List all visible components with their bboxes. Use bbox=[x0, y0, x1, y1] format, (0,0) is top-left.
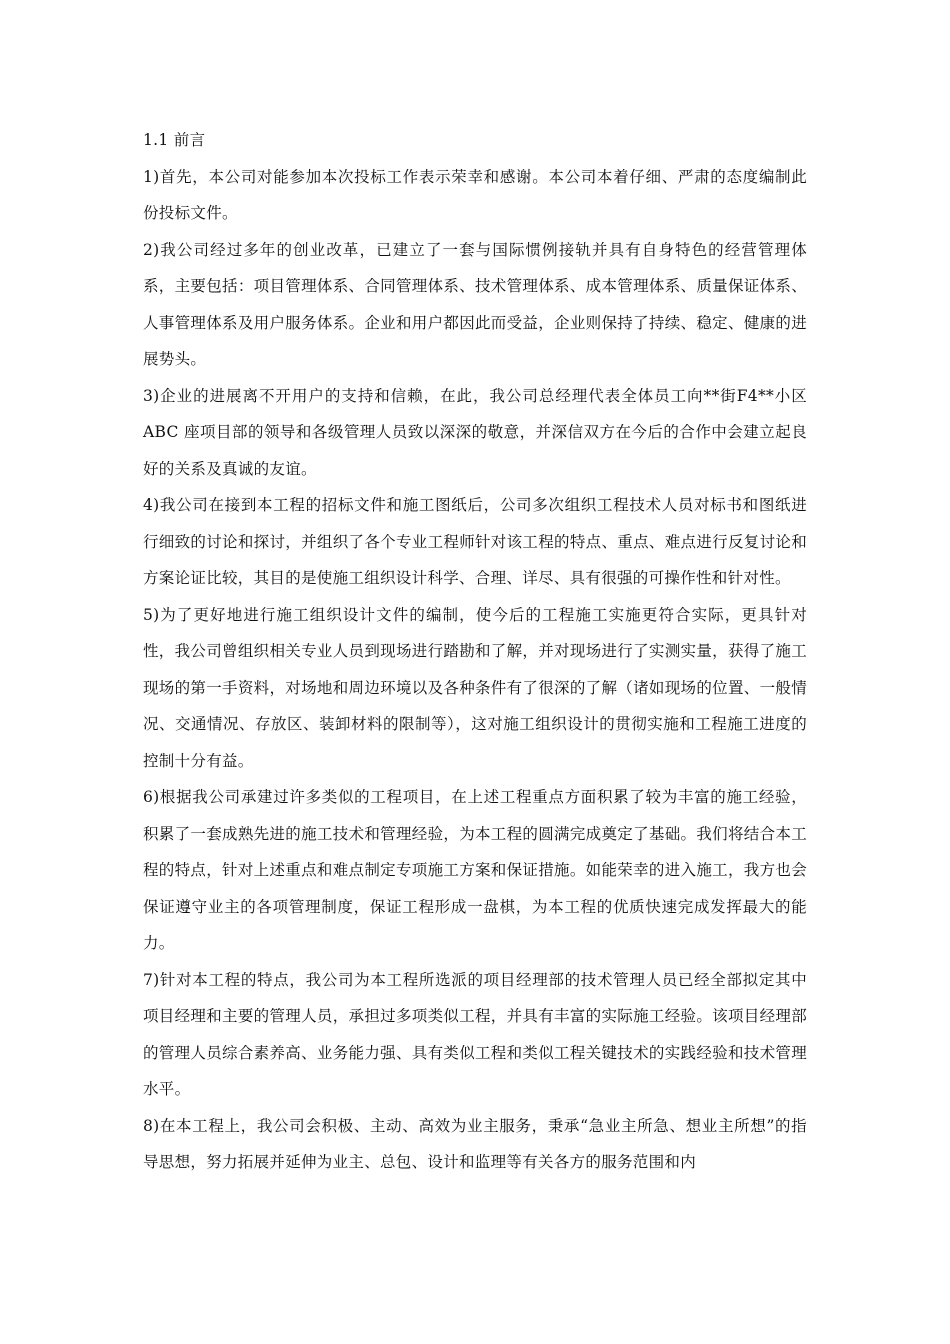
paragraph-7: 7)针对本工程的特点，我公司为本工程所选派的项目经理部的技术管理人员已经全部拟定其中项目经理和主要的管理人员，承担过多项类似工程，并具有丰富的实际施工经验。该项目经理部的管理人员综合素养高、业务能力强、具有类似工程和类似工程关键技术的实践经验和技术管理水平。 bbox=[143, 970, 807, 1098]
document-page bbox=[143, 122, 807, 1181]
paragraph-5: 5)为了更好地进行施工组织设计文件的编制，使今后的工程施工实施更符合实际，更具针对性，我公司曾组织相关专业人员到现场进行踏勘和了解，并对现场进行了实测实量，获得了施工现场的第一手资料，对场地和周边环境以及各种条件有了很深的了解（诸如现场的位置、一般情况、交通情况、存放区、装卸材料的限制等），这对施工组织设计的贯彻实施和工程施工进度的控制十分有益。 bbox=[143, 605, 807, 770]
paragraph-1: 1)首先，本公司对能参加本次投标工作表示荣幸和感谢。本公司本着仔细、严肃的态度编制此份投标文件。 bbox=[143, 167, 807, 222]
paragraph-8: 8)在本工程上，我公司会积极、主动、高效为业主服务，秉承“急业主所急、想业主所想”的指导思想，努力拓展并延伸为业主、总包、设计和监理等有关各方的服务范围和内 bbox=[143, 1116, 807, 1171]
section-heading: 1.1 前言 bbox=[143, 131, 206, 149]
paragraph-6: 6)根据我公司承建过许多类似的工程项目，在上述工程重点方面积累了较为丰富的施工经验，积累了一套成熟先进的施工技术和管理经验，为本工程的圆满完成奠定了基础。我们将结合本工程的特点，针对上述重点和难点制定专项施工方案和保证措施。如能荣幸的进入施工，我方也会保证遵守业主的各项管理制度，保证工程形成一盘棋，为本工程的优质快速完成发挥最大的能力。 bbox=[143, 788, 807, 952]
paragraph-4: 4)我公司在接到本工程的招标文件和施工图纸后，公司多次组织工程技术人员对标书和图纸进行细致的讨论和探讨，并组织了各个专业工程师针对该工程的特点、重点、难点进行反复讨论和方案论证比较，其目的是使施工组织设计科学、合理、详尽、具有很强的可操作性和针对性。 bbox=[143, 496, 807, 587]
paragraph-3: 3)企业的进展离不开用户的支持和信赖，在此，我公司总经理代表全体员工向**街F4**小区ABC 座项目部的领导和各级管理人员致以深深的敬意，并深信双方在今后的合作中会建立起良好的关系及真诚的友谊。 bbox=[143, 386, 807, 478]
paragraph-2: 2)我公司经过多年的创业改革，已建立了一套与国际惯例接轨并具有自身特色的经营管理体系，主要包括：项目管理体系、合同管理体系、技术管理体系、成本管理体系、质量保证体系、人事管理体系及用户服务体系。企业和用户都因此而受益，企业则保持了持续、稳定、健康的进展势头。 bbox=[143, 240, 807, 368]
